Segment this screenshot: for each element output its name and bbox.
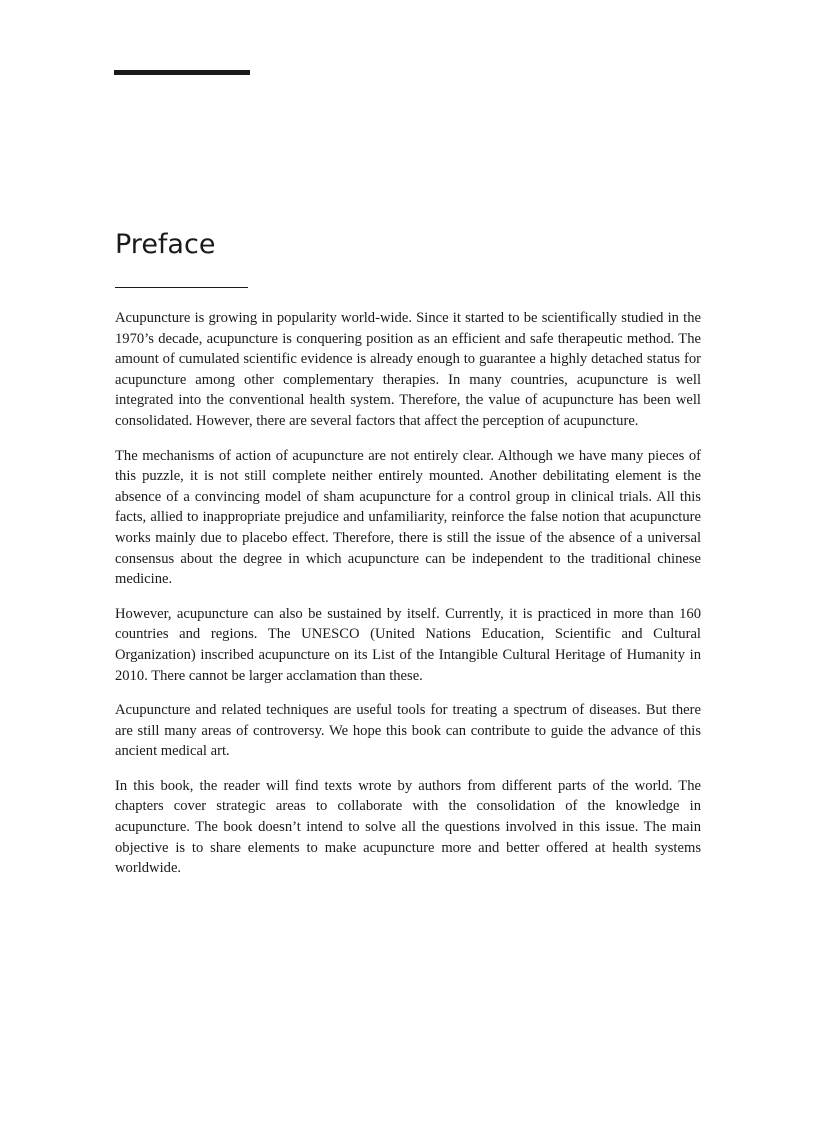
paragraph: Acupuncture and related techniques are useful tools for treating a spectrum of diseases. But there are still many areas of controversy. We hope this book can contribute to guide the advance of this ancient medical art. <box>115 702 701 760</box>
paragraph: Acupuncture is growing in popularity world-wide. Since it started to be scientifically studied in the 1970’s decade, acupuncture is conquering position as an efficient and safe therapeutic method. The amount of cumulated scientific evidence is already enough to guarantee a highly detached status for acupuncture among other complementary therapies. In many countries, acupuncture is well integrated into the conventional health system. Therefore, the value of acupuncture has been well consolidated. However, there are several factors that affect the perception of acupuncture. <box>115 310 701 429</box>
paragraph: The mechanisms of action of acupuncture are not entirely clear. Although we have many pieces of this puzzle, it is not still complete neither entirely mounted. Another debilitating element is the absence of a convincing model of sham acupuncture for a control group in clinical trials. All this facts, allied to inappropriate prejudice and unfamiliarity, reinforce the false notion that acupuncture works mainly due to placebo effect. Therefore, there is still the issue of the absence of a universal consensus about the degree in which acupuncture can be independent to the traditional chinese medicine. <box>115 447 701 588</box>
page-title: Preface <box>115 229 216 260</box>
header-rule <box>114 70 250 75</box>
paragraph: However, acupuncture can also be sustained by itself. Currently, it is practiced in more than 160 countries and regions. The UNESCO (United Nations Education, Scientific and Cultural Organization) inscribed acupuncture on its List of the Intangible Cultural Heritage of Humanity in 2010. There cannot be larger acclamation than these. <box>115 605 701 684</box>
title-underline <box>115 287 248 288</box>
preface-body <box>115 308 701 893</box>
paragraph: In this book, the reader will find texts wrote by authors from different parts of the world. The chapters cover strategic areas to collaborate with the consolidation of the knowledge in acupuncture. The book doesn’t intend to solve all the questions involved in this issue. The main objective is to share elements to make acupuncture more and better offered at health systems worldwide. <box>115 777 701 877</box>
